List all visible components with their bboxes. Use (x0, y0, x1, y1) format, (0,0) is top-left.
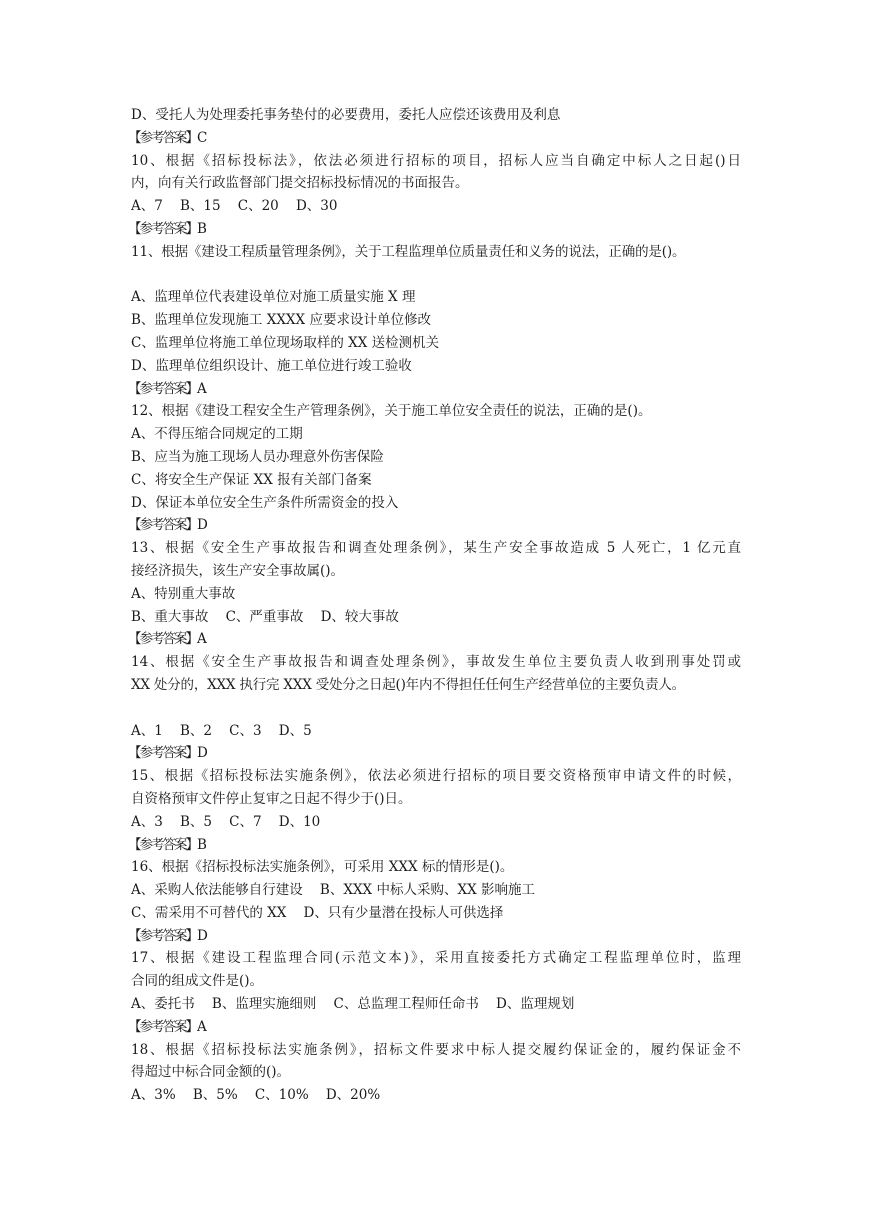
option-line: D、受托人为处理委托事务垫付的必要费用，委托人应偿还该费用及利息 (131, 107, 561, 123)
question-11-option-c: C、监理单位将施工单位现场取样的 XX 送检测机关 (131, 334, 440, 351)
question-11-option-b: B、监理单位发现施工 XXXX 应要求设计单位修改 (131, 312, 431, 329)
question-10-line-2: 内，向有关行政监督部门提交招标投标情况的书面报告。 (131, 175, 469, 192)
question-11-option-d: D、监理单位组织设计、施工单位进行竣工验收 (131, 357, 412, 374)
question-17-line-2: 合同的组成文件是()。 (131, 973, 264, 990)
question-10-options: A、7 B、15 C、20 D、30 (131, 198, 338, 215)
question-12-option-c: C、将安全生产保证 XX 报有关部门备案 (131, 471, 372, 488)
question-16-line-1: 16、根据《招标投标法实施条例》，可采用 XXX 标的情形是()。 (131, 859, 514, 876)
answer-line: 【参考答案】D (128, 745, 206, 762)
question-12-option-a: A、不得压缩合同规定的工期 (131, 426, 303, 443)
question-13-options: B、重大事故 C、严重事故 D、较大事故 (131, 608, 399, 625)
question-18-line-2: 得超过中标合同金额的()。 (131, 1064, 291, 1081)
question-16-options-cd: C、需采用不可替代的 XX D、只有少量潜在投标人可供选择 (131, 904, 504, 921)
question-15-line-2: 自资格预审文件停止复审之日起不得少于()日。 (131, 790, 412, 807)
answer-line: 【参考答案】D (128, 927, 206, 944)
question-14-line-1: 14、根据《安全生产事故报告和调查处理条例》，事故发生单位主要负责人收到刑事处罚或 (131, 654, 741, 671)
question-17-options: A、委托书 B、监理实施细则 C、总监理工程师任命书 D、监理规划 (131, 996, 575, 1013)
question-11-line-1: 11、根据《建设工程质量管理条例》，关于工程监理单位质量责任和义务的说法，正确的是()。 (131, 243, 686, 260)
question-13-line-1: 13、根据《安全生产事故报告和调查处理条例》，某生产安全事故造成 5 人死亡，1 亿元直 (131, 540, 741, 557)
answer-line: 【参考答案】A (128, 631, 205, 648)
question-12-option-b: B、应当为施工现场人员办理意外伤害保险 (131, 448, 384, 465)
question-13-line-2: 接经济损失，该生产安全事故属()。 (131, 562, 345, 579)
question-14-line-2: XX 处分的，XXX 执行完 XXX 受处分之日起()年内不得担任任何生产经营单位的主要负责人。 (131, 676, 685, 693)
answer-line: 【参考答案】B (128, 220, 205, 237)
answer-line: 【参考答案】B (128, 836, 205, 853)
answer-line: 【参考答案】A (128, 380, 205, 397)
question-12-line-1: 12、根据《建设工程安全生产管理条例》，关于施工单位安全责任的说法，正确的是()。 (131, 403, 652, 420)
question-17-line-1: 17、根据《建设工程监理合同(示范文本)》，采用直接委托方式确定工程监理单位时，监理 (131, 950, 741, 967)
question-11-option-a: A、监理单位代表建设单位对施工质量实施 X 理 (131, 289, 416, 306)
question-15-options: A、3 B、5 C、7 D、10 (131, 813, 321, 830)
question-13-option-a: A、特别重大事故 (131, 585, 236, 602)
question-14-options: A、1 B、2 C、3 D、5 (131, 722, 312, 739)
question-18-options: A、3% B、5% C、10% D、20% (131, 1087, 381, 1104)
question-16-options-ab: A、采购人依法能够自行建设 B、XXX 中标人采购、XX 影响施工 (131, 882, 535, 899)
answer-line: 【参考答案】D (128, 517, 206, 534)
blank-line (131, 264, 741, 287)
question-18-line-1: 18、根据《招标投标法实施条例》，招标文件要求中标人提交履约保证金的，履约保证金不 (131, 1041, 741, 1058)
exam-question-text (128, 104, 741, 1107)
question-12-option-d: D、保证本单位安全生产条件所需资金的投入 (131, 494, 399, 511)
blank-line (131, 697, 741, 720)
question-10-line-1: 10、根据《招标投标法》，依法必须进行招标的项目，招标人应当自确定中标人之日起()日 (131, 152, 741, 169)
answer-line: 【参考答案】C (128, 129, 206, 146)
question-15-line-1: 15、根据《招标投标法实施条例》，依法必须进行招标的项目要交资格预审申请文件的时候， (131, 768, 741, 785)
answer-line: 【参考答案】A (128, 1018, 205, 1035)
